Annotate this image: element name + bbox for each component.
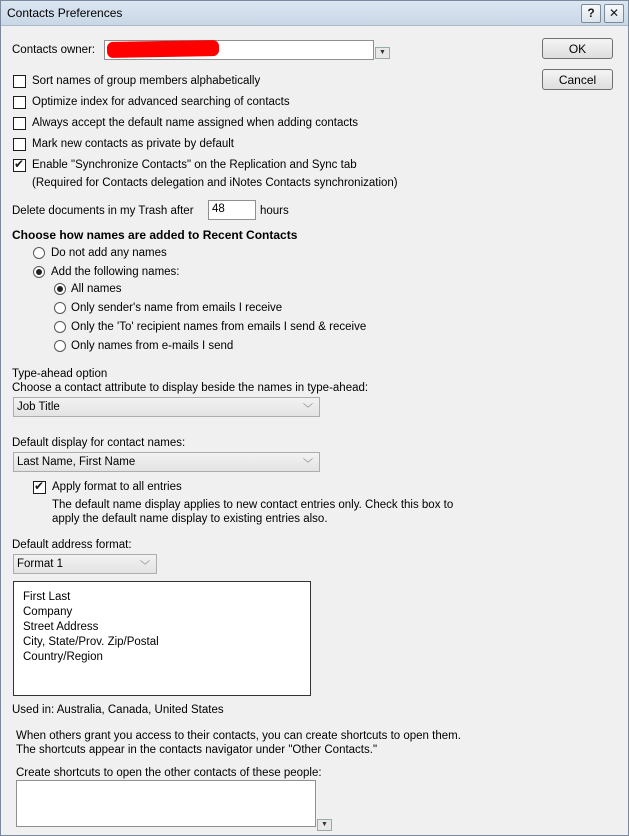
apply-format-checkbox[interactable] <box>33 481 46 494</box>
shortcuts-input[interactable] <box>16 780 316 827</box>
shortcuts-note-1: When others grant you access to their contacts, you can create shortcuts to open them. <box>16 730 461 742</box>
shortcuts-label: Create shortcuts to open the other contacts of these people: <box>16 767 322 779</box>
sort-members-label: Sort names of group members alphabetically <box>32 75 261 87</box>
typeahead-select[interactable] <box>13 397 320 417</box>
address-line: City, State/Prov. Zip/Postal <box>23 636 159 648</box>
radio-sender-names[interactable] <box>54 302 66 314</box>
address-format-select[interactable] <box>13 554 157 574</box>
shortcuts-note-2: The shortcuts appear in the contacts navigator under "Other Contacts." <box>16 744 378 756</box>
enable-sync-checkbox[interactable] <box>13 159 26 172</box>
radio-sent-names-label: Only names from e-mails I send <box>71 340 234 352</box>
radio-to-recipient-names[interactable] <box>54 321 66 333</box>
redaction-mark <box>107 40 219 58</box>
optimize-index-label: Optimize index for advanced searching of contacts <box>32 96 290 108</box>
display-value: Last Name, First Name <box>17 456 136 468</box>
radio-to-recipient-names-label: Only the 'To' recipient names from emails I send & receive <box>71 321 367 333</box>
typeahead-value: Job Title <box>17 401 60 413</box>
trash-hours-input[interactable]: 48 <box>208 200 256 220</box>
apply-format-label: Apply format to all entries <box>52 481 182 493</box>
trash-label: Delete documents in my Trash after <box>12 205 194 217</box>
radio-do-not-add-label: Do not add any names <box>51 247 167 259</box>
address-line: Country/Region <box>23 651 103 663</box>
radio-sent-names[interactable] <box>54 340 66 352</box>
accept-default-name-label: Always accept the default name assigned when adding contacts <box>32 117 359 129</box>
private-default-label: Mark new contacts as private by default <box>32 138 234 150</box>
address-used-in: Used in: Australia, Canada, United States <box>12 704 224 716</box>
radio-do-not-add[interactable] <box>33 247 45 259</box>
title-bar <box>1 1 628 26</box>
display-label: Default display for contact names: <box>12 437 186 449</box>
owner-label: Contacts owner: <box>12 44 96 56</box>
address-preview-box <box>13 581 311 696</box>
close-button[interactable]: ✕ <box>604 4 624 23</box>
dialog-title: Contacts Preferences <box>7 6 123 20</box>
radio-sender-names-label: Only sender's name from emails I receive <box>71 302 283 314</box>
shortcuts-dropdown-icon[interactable]: ▼ <box>317 819 332 831</box>
typeahead-label: Choose a contact attribute to display beside the names in type-ahead: <box>12 382 369 394</box>
ok-button[interactable]: OK <box>542 38 613 59</box>
sort-members-checkbox[interactable] <box>13 75 26 88</box>
chevron-down-icon: ﹀ <box>303 459 313 470</box>
radio-add-following[interactable] <box>33 266 45 278</box>
display-select[interactable] <box>13 452 320 472</box>
radio-all-names[interactable] <box>54 283 66 295</box>
trash-hours-label: hours <box>260 205 289 217</box>
recent-contacts-heading: Choose how names are added to Recent Contacts <box>12 228 298 242</box>
address-line: Company <box>23 606 73 618</box>
optimize-index-checkbox[interactable] <box>13 96 26 109</box>
apply-format-note-2: apply the default name display to existing entries also. <box>52 513 328 525</box>
owner-dropdown-icon[interactable]: ▼ <box>375 47 390 59</box>
address-line: Street Address <box>23 621 99 633</box>
apply-format-note-1: The default name display applies to new contact entries only. Check this box to <box>52 499 454 511</box>
address-format-label: Default address format: <box>12 539 132 551</box>
address-format-value: Format 1 <box>17 558 64 570</box>
address-line: First Last <box>23 591 71 603</box>
accept-default-name-checkbox[interactable] <box>13 117 26 130</box>
sync-note: (Required for Contacts delegation and iNotes Contacts synchronization) <box>32 177 398 189</box>
cancel-button[interactable]: Cancel <box>542 69 613 90</box>
chevron-down-icon: ﹀ <box>140 561 150 572</box>
radio-add-following-label: Add the following names: <box>51 266 180 278</box>
typeahead-heading: Type-ahead option <box>12 368 108 380</box>
private-default-checkbox[interactable] <box>13 138 26 151</box>
radio-all-names-label: All names <box>71 283 122 295</box>
help-button[interactable]: ? <box>581 4 601 23</box>
enable-sync-label: Enable "Synchronize Contacts" on the Replication and Sync tab <box>32 159 357 171</box>
chevron-down-icon: ﹀ <box>303 404 313 415</box>
